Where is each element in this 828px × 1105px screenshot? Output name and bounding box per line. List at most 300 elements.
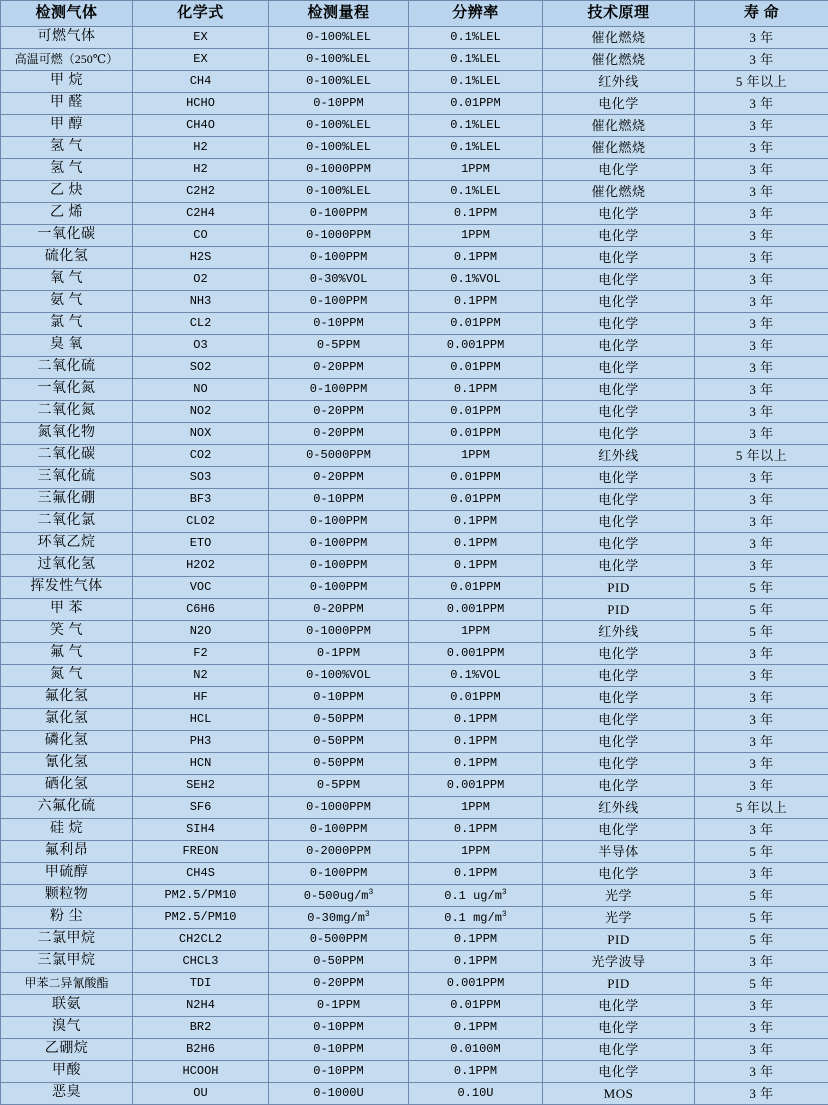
cell-technology: 电化学 [543,401,695,423]
cell-lifetime: 5 年 [695,929,828,951]
cell-gas-name: 乙 烯 [1,203,133,225]
cell-range: 0-5PPM [269,775,409,797]
cell-formula: SO2 [133,357,269,379]
table-row [1,885,828,907]
cell-lifetime: 3 年 [695,665,828,687]
cell-formula: CLO2 [133,511,269,533]
cell-range: 0-1PPM [269,643,409,665]
cell-range: 0-100PPM [269,555,409,577]
cell-lifetime: 5 年 [695,599,828,621]
cell-range: 0-30%VOL [269,269,409,291]
cell-resolution: 0.01PPM [409,357,543,379]
cell-formula: HCN [133,753,269,775]
table-row [1,511,828,533]
table-row [1,335,828,357]
cell-range: 0-100PPM [269,577,409,599]
cell-lifetime: 3 年 [695,27,828,49]
cell-technology: 电化学 [543,203,695,225]
cell-range: 0-10PPM [269,93,409,115]
cell-resolution: 0.01PPM [409,467,543,489]
header-gas: 检测气体 [1,1,133,27]
cell-gas-name: 粉 尘 [1,907,133,929]
table-row [1,775,828,797]
table-row [1,27,828,49]
table-row [1,137,828,159]
cell-gas-name: 甲 醛 [1,93,133,115]
cell-range: 0-10PPM [269,1039,409,1061]
cell-range: $0-500ug/m^3$ [269,885,409,907]
cell-gas-name: 三氯甲烷 [1,951,133,973]
cell-formula: N2H4 [133,995,269,1017]
cell-technology: 电化学 [543,863,695,885]
table-row [1,555,828,577]
cell-resolution: 0.1%VOL [409,269,543,291]
cell-lifetime: 3 年 [695,643,828,665]
cell-lifetime: 3 年 [695,225,828,247]
table-row [1,357,828,379]
cell-formula: NH3 [133,291,269,313]
cell-range: 0-20PPM [269,401,409,423]
cell-resolution: 0.001PPM [409,643,543,665]
cell-gas-name: 氟 气 [1,643,133,665]
cell-lifetime: 3 年 [695,555,828,577]
cell-technology: 电化学 [543,423,695,445]
cell-range: 0-100%LEL [269,137,409,159]
cell-lifetime: 3 年 [695,313,828,335]
cell-resolution: 0.1PPM [409,1061,543,1083]
cell-lifetime: 3 年 [695,995,828,1017]
header-range: 检测量程 [269,1,409,27]
table-row [1,445,828,467]
cell-formula: OU [133,1083,269,1105]
cell-resolution: 0.1%LEL [409,27,543,49]
cell-formula: TDI [133,973,269,995]
cell-technology: 电化学 [543,709,695,731]
header-technology: 技术原理 [543,1,695,27]
cell-range: 0-1000PPM [269,159,409,181]
cell-technology: PID [543,973,695,995]
table-row [1,291,828,313]
cell-technology: 电化学 [543,467,695,489]
cell-range: 0-10PPM [269,687,409,709]
table-body [1,27,828,1105]
cell-formula: PH3 [133,731,269,753]
cell-formula: H2 [133,159,269,181]
table-row [1,709,828,731]
cell-resolution: 0.01PPM [409,313,543,335]
cell-gas-name: 可燃气体 [1,27,133,49]
cell-technology: 光学 [543,885,695,907]
cell-gas-name: 氨 气 [1,291,133,313]
table-header-row [1,1,828,27]
cell-lifetime: 5 年 [695,577,828,599]
cell-resolution: 0.01PPM [409,577,543,599]
cell-technology: 催化燃烧 [543,181,695,203]
cell-range: 0-20PPM [269,599,409,621]
table-row [1,599,828,621]
cell-technology: 电化学 [543,775,695,797]
table-row [1,731,828,753]
cell-formula: CL2 [133,313,269,335]
cell-technology: 电化学 [543,379,695,401]
cell-gas-name: 甲 苯 [1,599,133,621]
table-row [1,247,828,269]
table-row [1,467,828,489]
table-row [1,995,828,1017]
cell-formula: CH4S [133,863,269,885]
cell-lifetime: 5 年以上 [695,797,828,819]
cell-resolution: 0.1PPM [409,863,543,885]
cell-range: 0-1000PPM [269,621,409,643]
cell-gas-name: 氢 气 [1,159,133,181]
cell-technology: 催化燃烧 [543,115,695,137]
cell-gas-name: 三氧化硫 [1,467,133,489]
cell-formula: SEH2 [133,775,269,797]
table-row [1,819,828,841]
cell-resolution: 0.01PPM [409,995,543,1017]
cell-resolution: 0.01PPM [409,489,543,511]
cell-lifetime: 5 年 [695,841,828,863]
cell-range: 0-100%LEL [269,27,409,49]
cell-resolution: 0.1PPM [409,511,543,533]
cell-formula: CHCL3 [133,951,269,973]
cell-resolution: 0.1PPM [409,929,543,951]
table-row [1,269,828,291]
cell-range: 0-100%LEL [269,71,409,93]
cell-formula: HCOOH [133,1061,269,1083]
cell-technology: 电化学 [543,643,695,665]
cell-gas-name: 一氧化碳 [1,225,133,247]
cell-technology: 电化学 [543,1017,695,1039]
cell-gas-name: 三氟化硼 [1,489,133,511]
table-row [1,159,828,181]
cell-technology: 半导体 [543,841,695,863]
cell-lifetime: 3 年 [695,379,828,401]
cell-formula: EX [133,27,269,49]
cell-range: $0-30mg/m^3$ [269,907,409,929]
cell-resolution: 0.1PPM [409,753,543,775]
cell-gas-name: 臭 氧 [1,335,133,357]
cell-range: 0-100PPM [269,863,409,885]
cell-technology: 电化学 [543,313,695,335]
cell-gas-name: 氮 气 [1,665,133,687]
cell-resolution: 0.1%LEL [409,137,543,159]
cell-gas-name: 甲苯二异氰酸酯 [1,973,133,995]
cell-gas-name: 甲酸 [1,1061,133,1083]
cell-resolution: 0.01PPM [409,401,543,423]
cell-formula: PM2.5/PM10 [133,885,269,907]
cell-range: 0-100%LEL [269,115,409,137]
cell-range: 0-20PPM [269,973,409,995]
cell-lifetime: 3 年 [695,291,828,313]
cell-formula: CO2 [133,445,269,467]
cell-gas-name: 二氧化氯 [1,511,133,533]
cell-technology: 红外线 [543,445,695,467]
table-row [1,951,828,973]
cell-lifetime: 3 年 [695,115,828,137]
cell-formula: EX [133,49,269,71]
cell-formula: CO [133,225,269,247]
cell-technology: 电化学 [543,665,695,687]
cell-technology: 电化学 [543,731,695,753]
cell-resolution: 0.001PPM [409,599,543,621]
cell-gas-name: 溴气 [1,1017,133,1039]
table-row [1,753,828,775]
cell-gas-name: 氰化氢 [1,753,133,775]
cell-technology: 电化学 [543,93,695,115]
cell-range: 0-100PPM [269,291,409,313]
cell-technology: 催化燃烧 [543,27,695,49]
cell-lifetime: 3 年 [695,335,828,357]
cell-lifetime: 3 年 [695,49,828,71]
table-row [1,643,828,665]
cell-lifetime: 3 年 [695,423,828,445]
cell-range: 0-50PPM [269,951,409,973]
cell-lifetime: 5 年 [695,885,828,907]
cell-range: 0-50PPM [269,709,409,731]
cell-resolution: 0.1 $mg/m^3$ [409,907,543,929]
table-row [1,1083,828,1105]
table-row [1,313,828,335]
cell-gas-name: 乙 炔 [1,181,133,203]
cell-technology: 催化燃烧 [543,49,695,71]
cell-formula: BF3 [133,489,269,511]
cell-formula: HF [133,687,269,709]
cell-range: 0-10PPM [269,489,409,511]
cell-gas-name: 硫化氢 [1,247,133,269]
cell-range: 0-1PPM [269,995,409,1017]
cell-formula: C2H4 [133,203,269,225]
cell-formula: VOC [133,577,269,599]
cell-technology: 光学 [543,907,695,929]
cell-gas-name: 高温可燃（250℃） [1,49,133,71]
cell-formula: CH4 [133,71,269,93]
cell-gas-name: 硒化氢 [1,775,133,797]
cell-lifetime: 3 年 [695,709,828,731]
cell-gas-name: 二氧化氮 [1,401,133,423]
cell-gas-name: 氟利昂 [1,841,133,863]
cell-resolution: 0.01PPM [409,423,543,445]
cell-technology: 电化学 [543,247,695,269]
cell-formula: N2O [133,621,269,643]
cell-technology: 催化燃烧 [543,137,695,159]
cell-resolution: 0.10U [409,1083,543,1105]
cell-technology: 电化学 [543,159,695,181]
table-row [1,181,828,203]
table-row [1,115,828,137]
cell-resolution: 0.1PPM [409,533,543,555]
cell-gas-name: 甲 烷 [1,71,133,93]
cell-resolution: 0.1PPM [409,819,543,841]
cell-range: 0-50PPM [269,753,409,775]
cell-resolution: 0.001PPM [409,973,543,995]
cell-technology: 红外线 [543,71,695,93]
cell-technology: 电化学 [543,511,695,533]
cell-gas-name: 六氟化硫 [1,797,133,819]
cell-lifetime: 5 年 [695,907,828,929]
cell-gas-name: 甲硫醇 [1,863,133,885]
cell-lifetime: 3 年 [695,687,828,709]
cell-lifetime: 5 年以上 [695,71,828,93]
cell-lifetime: 3 年 [695,137,828,159]
cell-lifetime: 3 年 [695,1061,828,1083]
cell-gas-name: 氢 气 [1,137,133,159]
cell-technology: 电化学 [543,225,695,247]
cell-range: 0-100PPM [269,203,409,225]
cell-resolution: 0.1PPM [409,203,543,225]
cell-range: 0-2000PPM [269,841,409,863]
cell-gas-name: 过氧化氢 [1,555,133,577]
cell-technology: 电化学 [543,687,695,709]
cell-technology: 电化学 [543,753,695,775]
cell-gas-name: 氮氧化物 [1,423,133,445]
cell-lifetime: 3 年 [695,357,828,379]
cell-lifetime: 3 年 [695,269,828,291]
cell-lifetime: 3 年 [695,533,828,555]
table-row [1,973,828,995]
cell-technology: PID [543,929,695,951]
cell-lifetime: 3 年 [695,731,828,753]
cell-range: 0-5000PPM [269,445,409,467]
cell-gas-name: 氧 气 [1,269,133,291]
table-row [1,71,828,93]
cell-range: 0-100PPM [269,533,409,555]
cell-lifetime: 3 年 [695,489,828,511]
cell-resolution: 1PPM [409,797,543,819]
cell-resolution: 1PPM [409,445,543,467]
cell-formula: B2H6 [133,1039,269,1061]
table-row [1,1039,828,1061]
cell-range: 0-10PPM [269,313,409,335]
cell-gas-name: 乙硼烷 [1,1039,133,1061]
cell-formula: N2 [133,665,269,687]
cell-resolution: 0.1PPM [409,951,543,973]
cell-range: 0-100PPM [269,247,409,269]
cell-formula: HCHO [133,93,269,115]
cell-resolution: 0.1PPM [409,555,543,577]
cell-range: 0-20PPM [269,467,409,489]
table-row [1,907,828,929]
cell-gas-name: 氯化氢 [1,709,133,731]
cell-lifetime: 3 年 [695,1039,828,1061]
cell-lifetime: 3 年 [695,203,828,225]
cell-formula: C2H2 [133,181,269,203]
cell-resolution: 0.1%LEL [409,115,543,137]
cell-gas-name: 颗粒物 [1,885,133,907]
cell-technology: 电化学 [543,555,695,577]
cell-resolution: 1PPM [409,621,543,643]
header-lifetime: 寿 命 [695,1,828,27]
cell-resolution: 0.001PPM [409,775,543,797]
cell-lifetime: 3 年 [695,863,828,885]
cell-resolution: 0.1PPM [409,709,543,731]
cell-formula: F2 [133,643,269,665]
table-row [1,929,828,951]
cell-formula: H2O2 [133,555,269,577]
cell-resolution: 0.1 $ug/m^3$ [409,885,543,907]
cell-formula: NOX [133,423,269,445]
cell-range: 0-1000U [269,1083,409,1105]
cell-resolution: 0.1PPM [409,379,543,401]
cell-technology: 电化学 [543,1061,695,1083]
cell-lifetime: 3 年 [695,159,828,181]
cell-gas-name: 恶臭 [1,1083,133,1105]
cell-gas-name: 甲 醇 [1,115,133,137]
cell-resolution: 0.1%LEL [409,49,543,71]
cell-lifetime: 3 年 [695,753,828,775]
table-row [1,225,828,247]
table-row [1,1017,828,1039]
cell-resolution: 0.1%VOL [409,665,543,687]
cell-technology: 电化学 [543,533,695,555]
cell-formula: H2S [133,247,269,269]
cell-gas-name: 二氯甲烷 [1,929,133,951]
table-row [1,401,828,423]
cell-formula: NO [133,379,269,401]
cell-formula: CH2CL2 [133,929,269,951]
cell-resolution: 0.1%LEL [409,181,543,203]
cell-range: 0-50PPM [269,731,409,753]
header-formula: 化学式 [133,1,269,27]
cell-range: 0-100PPM [269,511,409,533]
cell-gas-name: 氟化氢 [1,687,133,709]
cell-lifetime: 3 年 [695,401,828,423]
cell-technology: PID [543,577,695,599]
cell-technology: 电化学 [543,819,695,841]
table-row [1,1061,828,1083]
cell-formula: ETO [133,533,269,555]
cell-lifetime: 5 年 [695,621,828,643]
cell-range: 0-100%VOL [269,665,409,687]
cell-range: 0-20PPM [269,357,409,379]
cell-technology: 红外线 [543,797,695,819]
table-row [1,665,828,687]
table-row [1,49,828,71]
cell-formula: CH4O [133,115,269,137]
cell-gas-name: 二氧化碳 [1,445,133,467]
table-row [1,841,828,863]
cell-lifetime: 3 年 [695,181,828,203]
cell-formula: PM2.5/PM10 [133,907,269,929]
cell-gas-name: 联氨 [1,995,133,1017]
cell-range: 0-5PPM [269,335,409,357]
table-row [1,93,828,115]
cell-lifetime: 3 年 [695,819,828,841]
cell-formula: O2 [133,269,269,291]
cell-gas-name: 磷化氢 [1,731,133,753]
header-resolution: 分辨率 [409,1,543,27]
cell-technology: 电化学 [543,357,695,379]
cell-range: 0-100%LEL [269,49,409,71]
table-row [1,203,828,225]
table-row [1,379,828,401]
cell-range: 0-10PPM [269,1017,409,1039]
cell-resolution: 1PPM [409,225,543,247]
table-row [1,533,828,555]
cell-technology: 电化学 [543,1039,695,1061]
cell-lifetime: 3 年 [695,1017,828,1039]
cell-formula: O3 [133,335,269,357]
cell-technology: 电化学 [543,489,695,511]
cell-resolution: 1PPM [409,841,543,863]
cell-formula: BR2 [133,1017,269,1039]
cell-technology: 红外线 [543,621,695,643]
cell-range: 0-100%LEL [269,181,409,203]
cell-technology: 电化学 [543,995,695,1017]
cell-gas-name: 挥发性气体 [1,577,133,599]
cell-gas-name: 环氧乙烷 [1,533,133,555]
cell-gas-name: 硅 烷 [1,819,133,841]
